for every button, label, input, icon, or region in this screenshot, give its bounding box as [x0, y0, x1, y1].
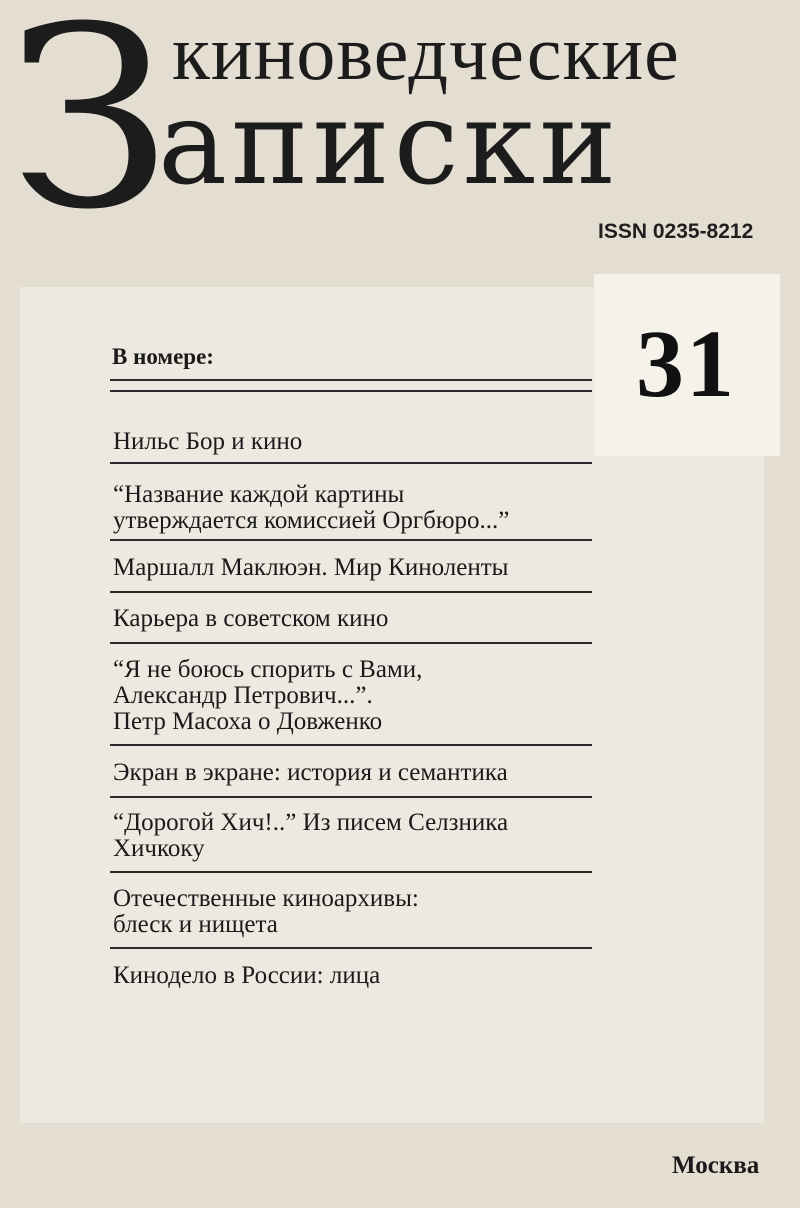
toc-item: “Дорогой Хич!..” Из писем Селзника Хичкоку	[113, 809, 509, 862]
toc-item: “Я не боюсь спорить с Вами, Александр Петрович...”. Петр Масоха о Довженко	[113, 656, 423, 735]
toc-item: Маршалл Маклюэн. Мир Киноленты	[113, 554, 509, 581]
toc-item: Карьера в советском кино	[113, 605, 389, 632]
contents-rule	[110, 539, 592, 541]
contents-rule	[110, 390, 592, 392]
toc-item: Кинодело в России: лица	[113, 962, 381, 989]
publication-city: Москва	[672, 1152, 760, 1179]
toc-item: Экран в экране: история и семантика	[113, 759, 508, 786]
contents-rule	[110, 744, 592, 746]
contents-rule	[110, 871, 592, 873]
issue-number: 31	[636, 310, 736, 417]
contents-rule	[110, 591, 592, 593]
contents-rule	[110, 642, 592, 644]
toc-item: Нильс Бор и кино	[113, 428, 303, 455]
contents-rule	[110, 462, 592, 464]
contents-rule	[110, 379, 592, 381]
contents-rule	[110, 947, 592, 949]
masthead-title: аписки	[158, 76, 621, 211]
contents-rule	[110, 796, 592, 798]
masthead-overline: киноведческие	[172, 9, 680, 96]
masthead-initial-letter: З	[8, 0, 172, 264]
issn-number: ISSN 0235-8212	[598, 220, 754, 243]
contents-panel-side	[594, 456, 764, 1123]
toc-item: “Название каждой картины утверждается комиссией Оргбюро...”	[113, 481, 510, 534]
contents-label: В номере:	[112, 344, 214, 369]
toc-item: Отечественные киноархивы: блеск и нищета	[113, 885, 419, 938]
